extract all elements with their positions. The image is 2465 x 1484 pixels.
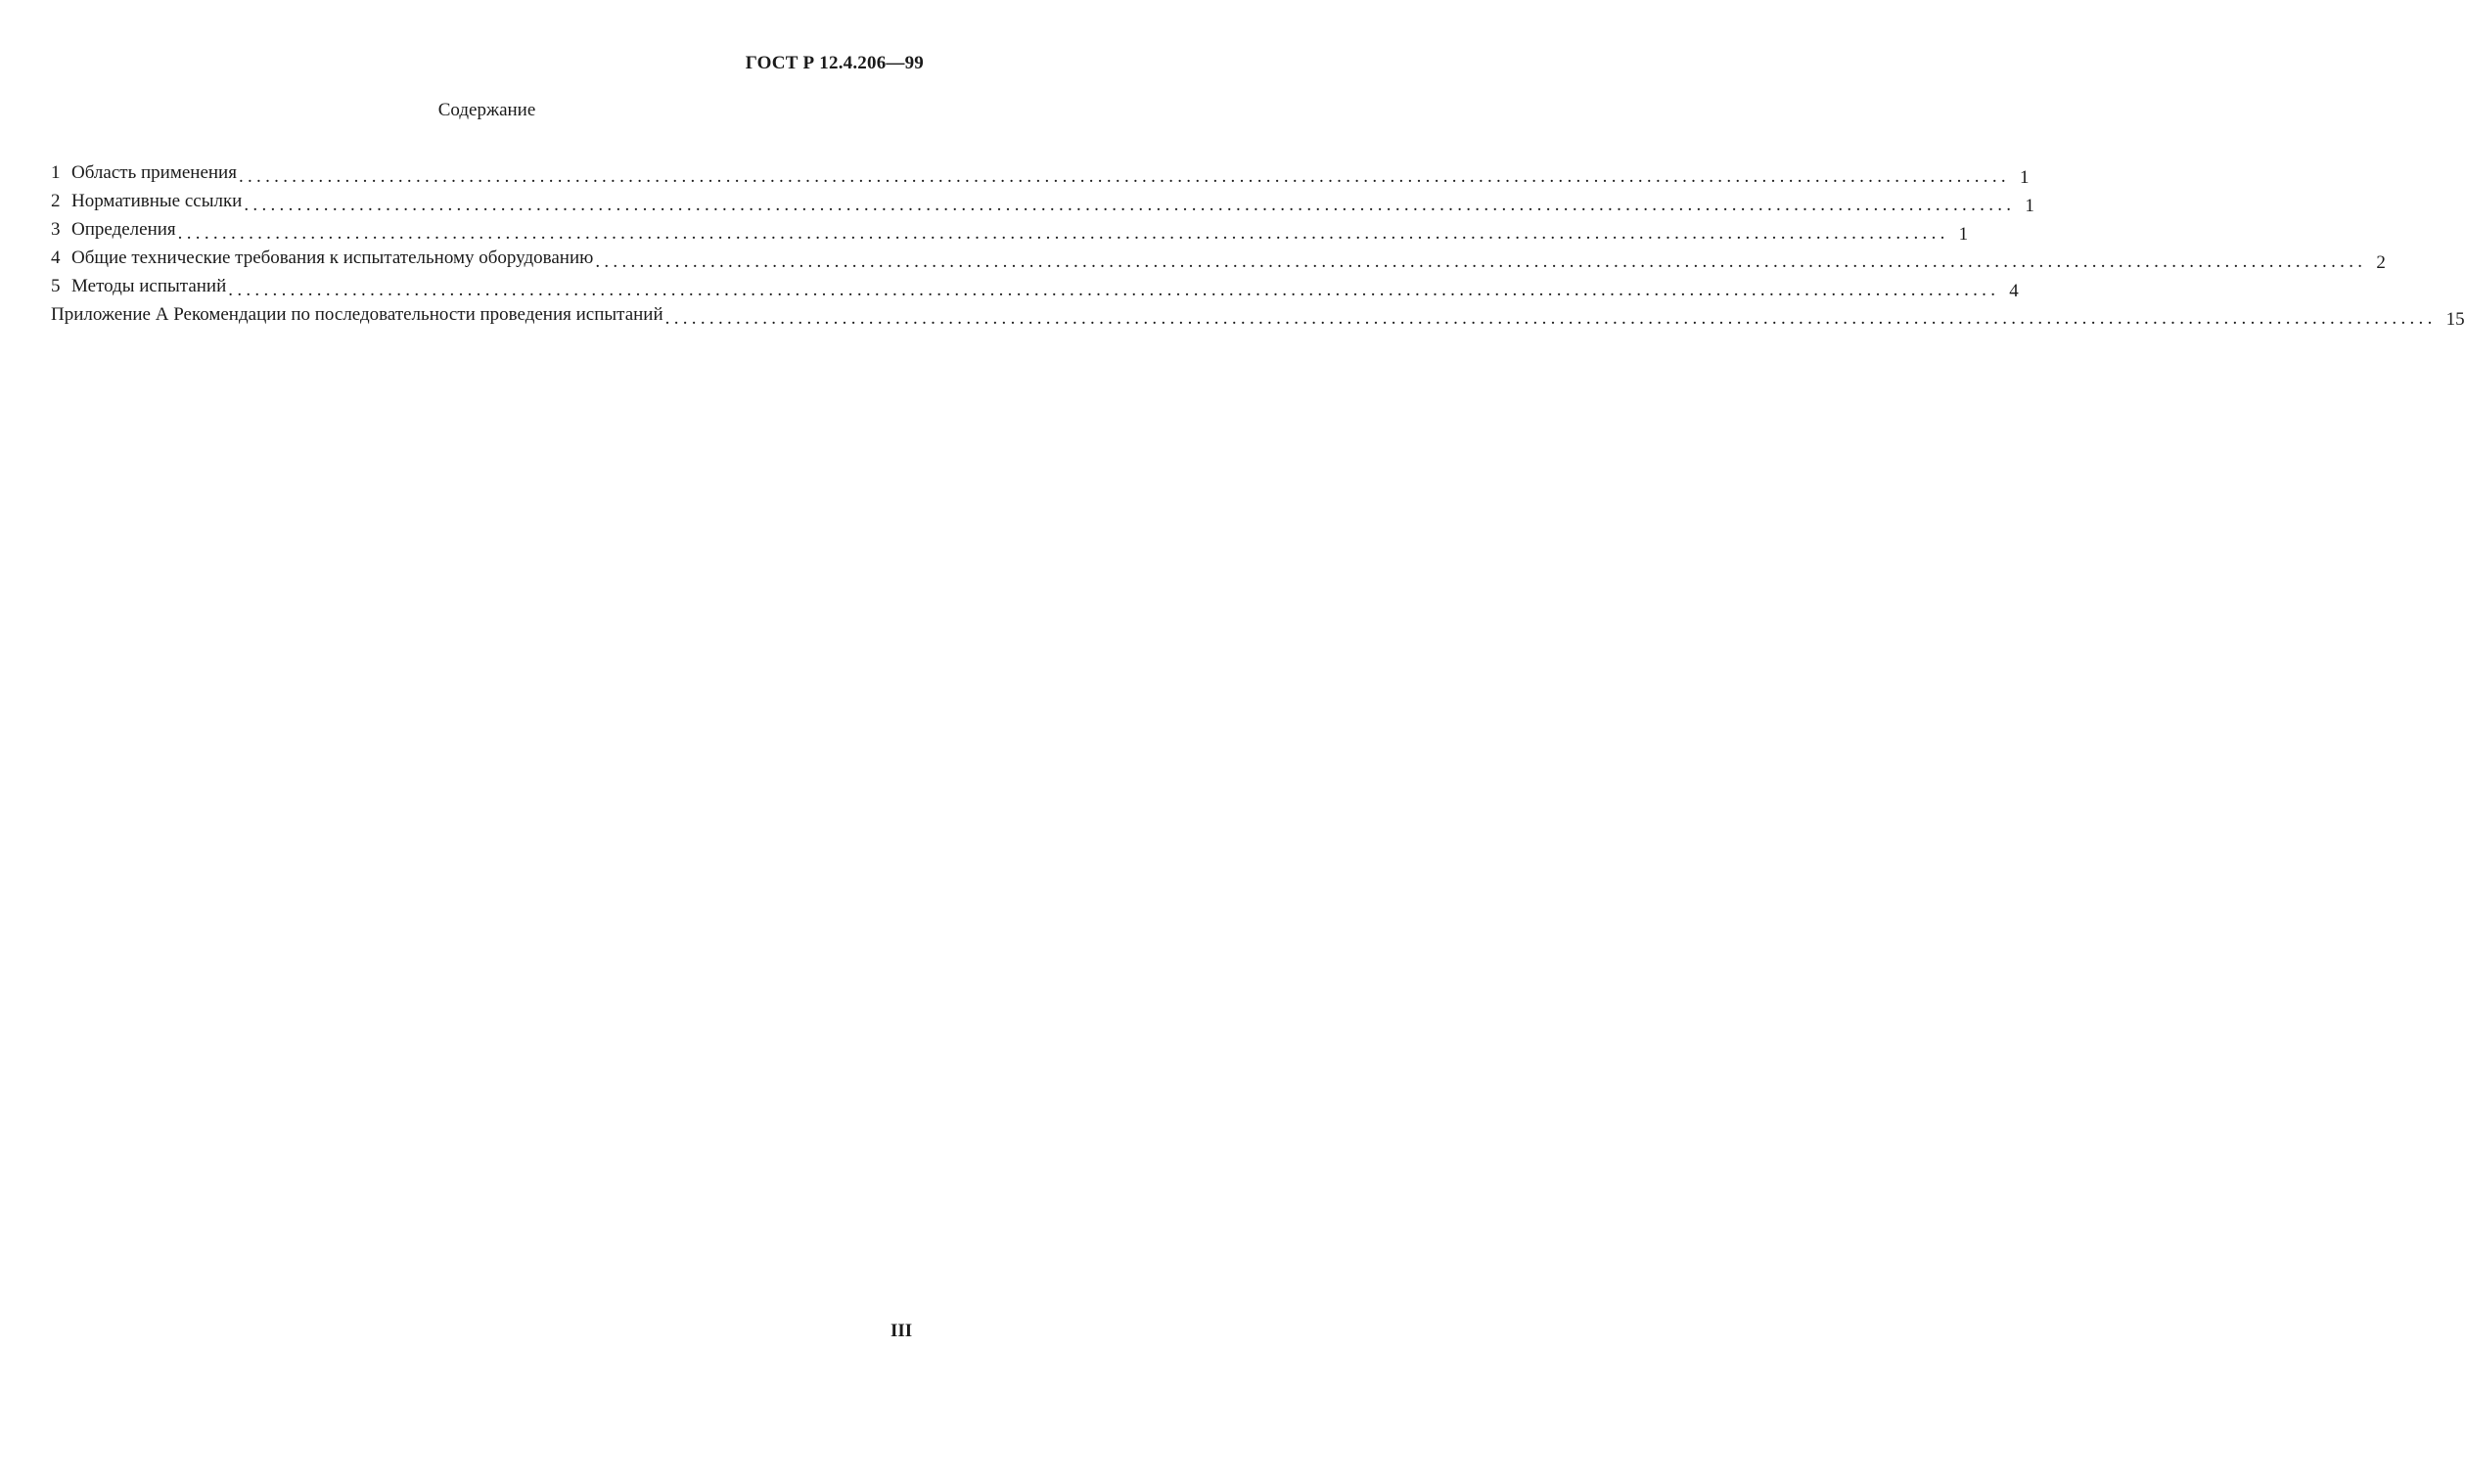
toc-entry-number: 3 xyxy=(51,219,61,240)
toc-entry-page: 2 xyxy=(2376,252,2386,273)
toc-entry-page: 1 xyxy=(2025,196,2034,216)
toc-entry-number: 1 xyxy=(51,162,61,183)
toc-entry-page: 1 xyxy=(1958,224,1969,245)
toc-entry-page: 4 xyxy=(2009,281,2019,301)
table-of-contents xyxy=(51,158,2465,330)
toc-title: Содержание xyxy=(437,100,536,120)
dot-leader: ........................................................................................................................................................................................................ xyxy=(238,166,2010,187)
toc-entry-number: 4 xyxy=(51,247,61,268)
page-number: III xyxy=(890,1321,913,1341)
toc-entry-title: Область применения xyxy=(71,162,237,183)
toc-entry-title: Методы испытаний xyxy=(71,276,227,296)
toc-entry-appendix-a[interactable] xyxy=(51,300,2465,330)
toc-entry-definitions[interactable] xyxy=(51,215,1969,245)
dot-leader: ........................................................................................................................................................................................................ xyxy=(664,308,2437,329)
toc-entry-number: 5 xyxy=(51,276,61,296)
toc-entry-number: 2 xyxy=(51,191,61,211)
toc-entry-title: Общие технические требования к испытательному оборудованию xyxy=(71,247,594,268)
toc-entry-title: Приложение А Рекомендации по последовательности проведения испытаний xyxy=(51,304,663,325)
toc-entry-title: Нормативные ссылки xyxy=(71,191,243,211)
dot-leader: ........................................................................................................................................................................................................ xyxy=(228,280,2000,300)
toc-entry-title: Определения xyxy=(71,219,176,240)
toc-entry-normative-references[interactable] xyxy=(51,187,2034,216)
toc-entry-test-methods[interactable] xyxy=(51,272,2019,301)
toc-entry-scope[interactable] xyxy=(51,158,2030,188)
dot-leader: ........................................................................................................................................................................................................ xyxy=(177,223,1949,244)
dot-leader: ........................................................................................................................................................................................................ xyxy=(595,251,2367,272)
toc-entry-technical-requirements[interactable] xyxy=(51,244,2386,273)
toc-entry-page: 1 xyxy=(2019,167,2030,188)
document-code-header: ГОСТ Р 12.4.206—99 xyxy=(745,53,924,73)
dot-leader: ........................................................................................................................................................................................................ xyxy=(244,195,2016,215)
toc-entry-page: 15 xyxy=(2445,309,2465,330)
